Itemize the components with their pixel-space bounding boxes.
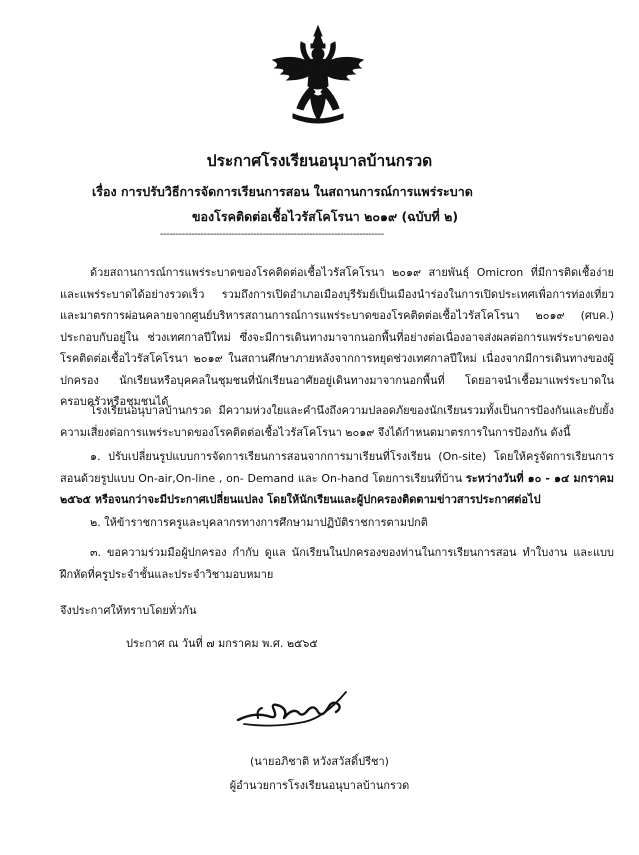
measure-item-3: ๓. ขอความร่วมมือผู้ปกครอง กำกับ ดูแล นักเรียนในปกครองของท่านในการเรียนการสอน ทำใบงาน และแบบฝึกหัดที่ครูประจำชั้นและประจำวิชามอบหมาย — [60, 546, 614, 581]
signer-position: ผู้อำนวยการโรงเรียนอนุบาลบ้านกรวด — [229, 779, 410, 792]
announcement-date: ประกาศ ณ วันที่ ๗ มกราคม พ.ศ. ๒๕๖๕ — [126, 637, 318, 650]
divider-rule: ------------------------------------------------------------------------ — [160, 229, 384, 240]
subject-line-2: ของโรคติดต่อเชื้อไวรัสโคโรนา ๒๐๑๙ (ฉบับที่ ๒) — [192, 209, 459, 224]
paragraph-measures-intro: โรงเรียนอนุบาลบ้านกรวด มีความห่วงใยและคำนึงถึงความปลอดภัยของนักเรียนรวมทั้งเป็นการป้องกันและยับยั้งความเสี่ยงต่อการแพร่ระบาดของโรคติดต่อเชื้อไวรัสโคโรนา ๒๐๑๙ จึงได้กำหนดมาตรการในการป้องกัน ดังนี้ — [60, 404, 614, 439]
paragraph-background: ด้วยสถานการณ์การแพร่ระบาดของโรคติดต่อเชื้อไวรัสโคโรนา ๒๐๑๙ สายพันธุ์ Omicron ที่มีการติดเชื้อง่ายและแพร่ระบาดได้อย่างรวดเร็ว รวมถึงการเปิดอำเภอเมืองบุรีรัมย์เป็นเมืองนำร่องในการเปิดประเทศเพื่อการท่องเที่ยว และมาตรการผ่อนคลายจากศูนย์บริหารสถานการณ์การแพร่ระบาดของโรคติดต่อเชื้อไวรัสโคโรนา ๒๐๑๙ (ศบค.) ประกอบกับอยู่ใน ช่วงเทศกาลปีใหม่ ซึ่งจะมีการเดินทางมาจากนอกพื้นที่อย่างต่อเนื่องอาจส่งผลต่อการแพร่ระบาดของโรคติดต่อเชื้อไวรัสโคโรนา ๒๐๑๙ ในสถานศึกษาภายหลังจากการหยุดช่วงเทศกาลปีใหม่ เนื่องจากมีการเดินทางของผู้ปกครอง นักเรียนหรือบุคคลในชุมชนที่นักเรียนอาศัยอยู่เดินทางมาจากนอกพื้นที่ โดยอาจนำเชื้อมาแพร่ระบาดในครอบครัวหรือชุมชนได้ — [60, 266, 614, 408]
announcement-title: ประกาศโรงเรียนอนุบาลบ้านกรวด — [206, 152, 433, 170]
garuda-emblem-icon — [263, 24, 373, 130]
measure-item-1-text: ๑. ปรับเปลี่ยนรูปแบบการจัดการเรียนการสอนจากการมาเรียนที่โรงเรียน (On-site) โดยให้ครูจัดการเรียนการสอนด้วยรูปแบบ On-air,On-line , on- Demand และ On-hand โดยการเรียนที่บ้าน — [60, 450, 614, 485]
closing-notice: จึงประกาศให้ทราบโดยทั่วกัน — [60, 604, 197, 617]
subject-line-1: เรื่อง การปรับวิธีการจัดการเรียนการสอน ในสถานการณ์การแพร่ระบาด — [92, 184, 473, 199]
signature-icon — [234, 682, 354, 734]
signer-name: (นายอภิชาติ หวังสวัสดิ์ปรีชา) — [250, 755, 389, 768]
measure-item-1 — [60, 446, 614, 511]
announcement-subject — [92, 179, 473, 229]
measure-item-2: ๒. ให้ข้าราชการครูและบุคลากรทางการศึกษามาปฏิบัติราชการตามปกติ — [90, 516, 428, 529]
measure-item-1-emphasis: ระหว่างวันที่ ๑๐ - ๑๔ มกราคม ๒๕๖๕ หรือจนกว่าจะมีประกาศเปลี่ยนแปลง โดยให้นักเรียนและผู้ปกครองติดตามข่าวสารประกาศต่อไป — [60, 471, 615, 506]
